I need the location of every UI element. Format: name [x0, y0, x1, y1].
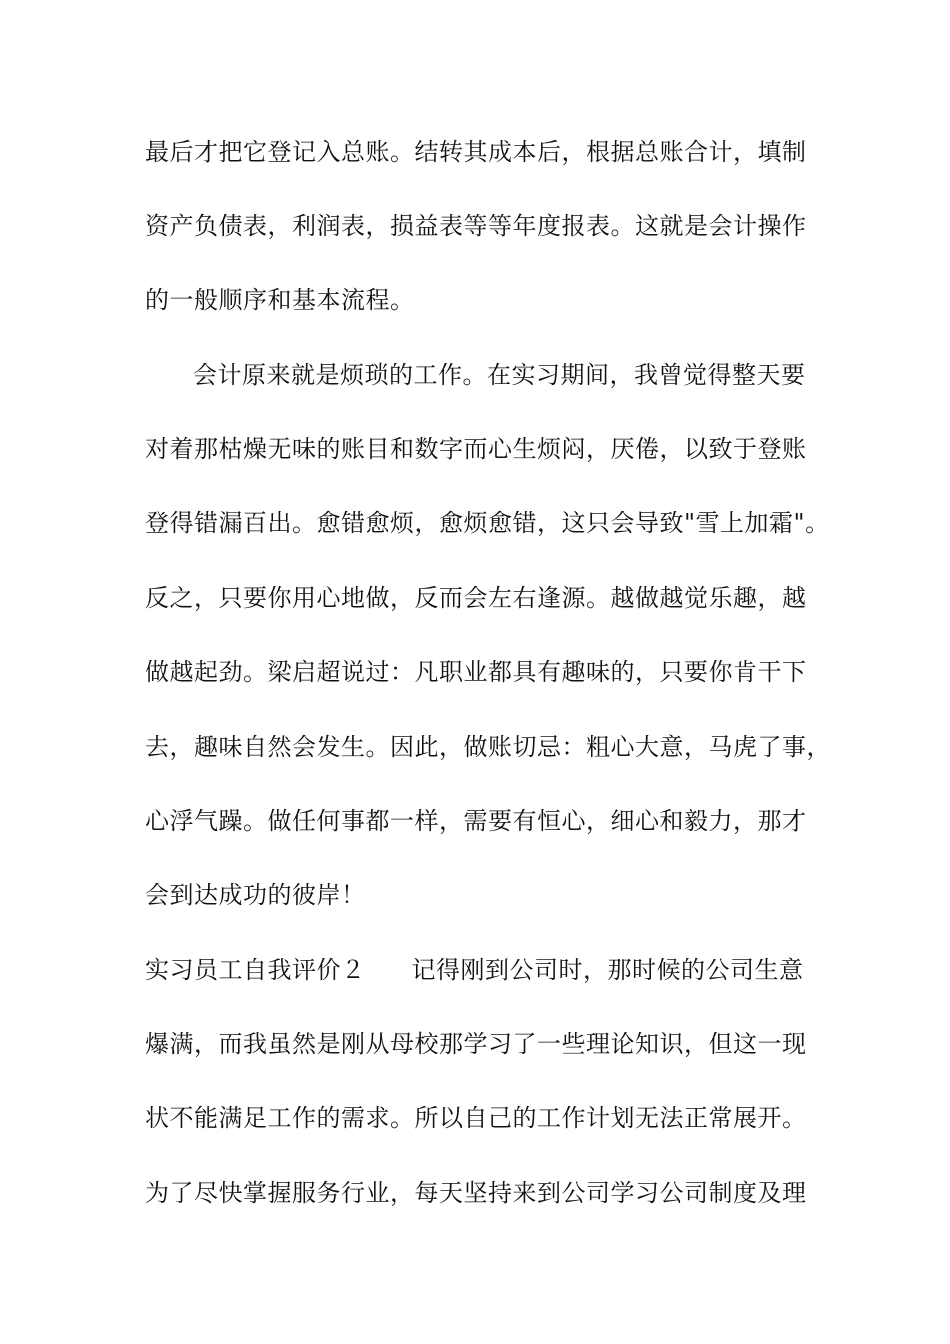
text-line: 的一般顺序和基本流程。 [145, 286, 415, 314]
text-line: 去，趣味自然会发生。因此，做账切忌：粗心大意，马虎了事， [145, 733, 831, 761]
text-line: 做越起劲。梁启超说过：凡职业都具有趣味的，只要你肯干下 [145, 658, 807, 686]
section-heading-title: 实习员工自我评价２ [145, 956, 366, 984]
text-line: 心浮气躁。做任何事都一样，需要有恒心，细心和毅力，那才 [145, 807, 807, 835]
paragraph-first-line: 会计原来就是烦琐的工作。在实习期间，我曾觉得整天要 [193, 361, 806, 389]
text-line: 最后才把它登记入总账。结转其成本后，根据总账合计，填制 [145, 138, 807, 166]
text-line: 反之，只要你用心地做，反而会左右逢源。越做越觉乐趣，越 [145, 584, 807, 612]
text-line: 对着那枯燥无味的账目和数字而心生烦闷，厌倦，以致于登账 [145, 435, 807, 463]
text-line: 为了尽快掌握服务行业，每天坚持来到公司学习公司制度及理 [145, 1179, 807, 1207]
section-heading-text: 记得刚到公司时，那时候的公司生意 [411, 956, 804, 984]
text-line: 登得错漏百出。愈错愈烦，愈烦愈错，这只会导致"雪上加霜"。 [145, 509, 830, 537]
text-line: 爆满，而我虽然是刚从母校那学习了一些理论知识，但这一现 [145, 1030, 807, 1058]
section-heading-line [145, 955, 804, 985]
text-line: 会到达成功的彼岸！ [145, 881, 366, 909]
text-line: 状不能满足工作的需求。所以自己的工作计划无法正常展开。 [145, 1104, 807, 1132]
text-line: 资产负债表，利润表，损益表等等年度报表。这就是会计操作 [145, 212, 807, 240]
